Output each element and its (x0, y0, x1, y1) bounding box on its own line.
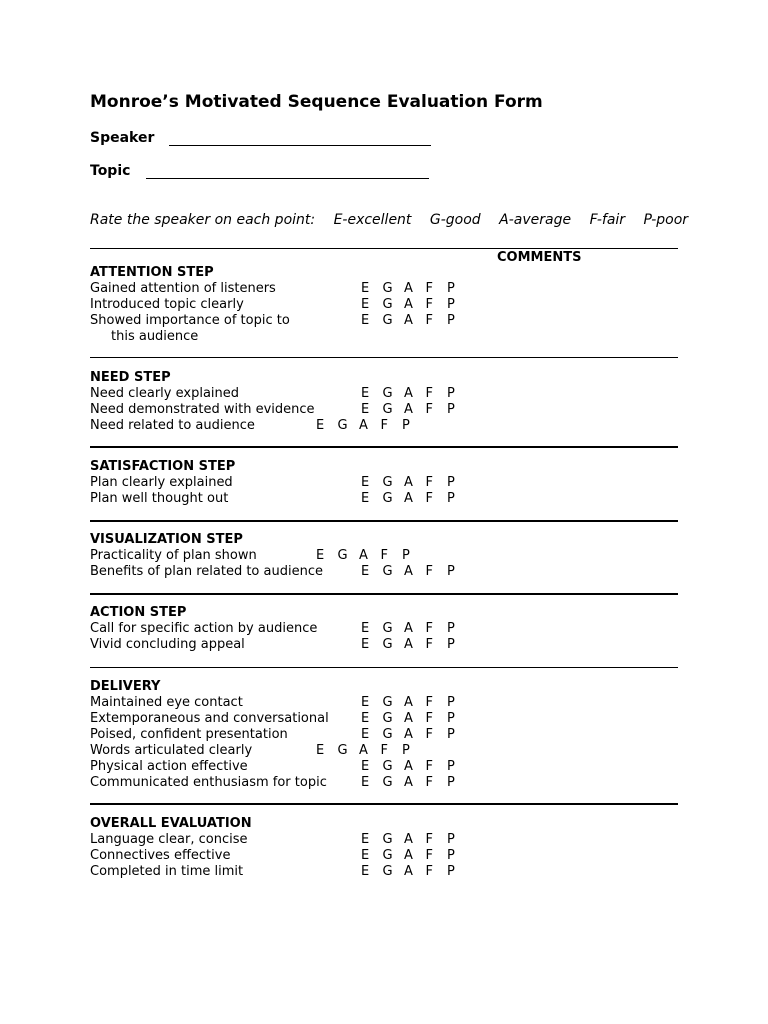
rating-option-g[interactable]: G (382, 775, 393, 790)
criterion-row (90, 637, 678, 653)
topic-label: Topic (90, 163, 131, 179)
header-divider (90, 248, 678, 249)
criterion-label: Connectives effective (90, 848, 231, 863)
criterion-label: Extemporaneous and conversational (90, 711, 329, 726)
rating-scale (361, 848, 469, 864)
rating-option-a[interactable]: A (404, 564, 413, 579)
legend-poor: P-poor (643, 212, 689, 228)
rating-option-e[interactable]: E (361, 727, 370, 742)
criterion-row (90, 475, 678, 491)
rating-option-e[interactable]: E (361, 759, 370, 774)
rating-option-a[interactable]: A (404, 402, 413, 417)
criterion-row (90, 759, 678, 775)
section-title: ACTION STEP (90, 605, 187, 620)
criterion-row (90, 386, 678, 402)
legend-good: G-good (429, 212, 481, 228)
criterion-row (90, 491, 678, 507)
rating-option-f[interactable]: F (425, 491, 433, 506)
rating-option-f[interactable]: F (425, 848, 433, 863)
criterion-label: Plan clearly explained (90, 475, 233, 490)
rating-option-e[interactable]: E (361, 637, 370, 652)
rating-option-a[interactable]: A (404, 637, 413, 652)
criterion-row (90, 313, 678, 329)
section-title: DELIVERY (90, 679, 161, 694)
rating-option-e[interactable]: E (361, 475, 370, 490)
rating-scale (361, 832, 469, 848)
rating-option-a[interactable]: A (404, 695, 413, 710)
rating-option-g[interactable]: G (382, 564, 393, 579)
rating-option-p[interactable]: P (447, 832, 455, 847)
rating-option-f[interactable]: F (425, 695, 433, 710)
rating-option-e[interactable]: E (316, 548, 325, 563)
rating-option-p[interactable]: P (402, 743, 410, 758)
rating-option-e[interactable]: E (316, 743, 325, 758)
rating-scale (361, 386, 469, 402)
criterion-label: Maintained eye contact (90, 695, 243, 710)
rating-option-p[interactable]: P (447, 864, 455, 879)
rating-option-g[interactable]: G (382, 402, 393, 417)
rating-option-p[interactable]: P (447, 759, 455, 774)
criterion-label: Physical action effective (90, 759, 248, 774)
rating-option-a[interactable]: A (404, 297, 413, 312)
rating-scale (361, 491, 469, 507)
rating-option-a[interactable]: A (404, 775, 413, 790)
legend-excellent: E-excellent (333, 212, 412, 228)
rating-option-g[interactable]: G (382, 386, 393, 401)
rating-option-e[interactable]: E (361, 402, 370, 417)
rating-option-p[interactable]: P (447, 386, 455, 401)
rating-option-f[interactable]: F (425, 475, 433, 490)
legend-average: A-average (499, 212, 572, 228)
rating-option-e[interactable]: E (361, 491, 370, 506)
topic-blank-line[interactable] (146, 178, 429, 179)
criterion-label-continuation: this audience (111, 329, 199, 344)
criterion-label: Showed importance of topic to (90, 313, 290, 328)
section-divider (90, 803, 678, 805)
criterion-label: Communicated enthusiasm for topic (90, 775, 327, 790)
criterion-row (90, 564, 678, 580)
rating-option-a[interactable]: A (404, 711, 413, 726)
comments-header: COMMENTS (497, 250, 582, 265)
page-title: Monroe’s Motivated Sequence Evaluation Form (90, 92, 543, 112)
rating-scale (361, 759, 469, 775)
rating-scale (361, 637, 469, 653)
criterion-label: Plan well thought out (90, 491, 229, 506)
rating-scale (361, 775, 469, 791)
criterion-label: Completed in time limit (90, 864, 244, 879)
rating-option-e[interactable]: E (316, 418, 325, 433)
legend-fair: F-fair (589, 212, 626, 228)
rating-option-g[interactable]: G (382, 621, 393, 636)
rating-option-e[interactable]: E (361, 297, 370, 312)
criterion-row (90, 743, 678, 759)
criterion-label: Language clear, concise (90, 832, 248, 847)
criterion-label: Need related to audience (90, 418, 255, 433)
section-visualization-step (90, 532, 678, 580)
criterion-row (90, 402, 678, 418)
section-title: OVERALL EVALUATION (90, 816, 252, 831)
criterion-row (90, 695, 678, 711)
rating-option-f[interactable]: F (425, 313, 433, 328)
criterion-row (90, 727, 678, 743)
section-divider (90, 593, 678, 595)
criterion-row (90, 281, 678, 297)
rating-option-a[interactable]: A (404, 281, 413, 296)
section-divider (90, 520, 678, 522)
legend-intro: Rate the speaker on each point: (90, 212, 316, 228)
rating-option-p[interactable]: P (447, 402, 455, 417)
rating-scale (361, 695, 469, 711)
rating-scale (361, 313, 469, 329)
speaker-label: Speaker (90, 130, 155, 146)
rating-option-p[interactable]: P (447, 711, 455, 726)
rating-option-f[interactable]: F (425, 637, 433, 652)
rating-scale (361, 475, 469, 491)
rating-option-g[interactable]: G (382, 848, 393, 863)
rating-option-g[interactable]: G (382, 727, 393, 742)
rating-option-p[interactable]: P (447, 475, 455, 490)
criterion-label: Words articulated clearly (90, 743, 253, 758)
rating-option-f[interactable]: F (425, 759, 433, 774)
section-title: NEED STEP (90, 370, 171, 385)
rating-option-e[interactable]: E (361, 386, 370, 401)
rating-option-f[interactable]: F (425, 281, 433, 296)
rating-option-a[interactable]: A (404, 759, 413, 774)
rating-scale (361, 727, 469, 743)
criterion-label: Gained attention of listeners (90, 281, 276, 296)
section-action-step (90, 605, 678, 653)
rating-option-p[interactable]: P (447, 848, 455, 863)
criterion-label: Need clearly explained (90, 386, 240, 401)
rating-option-g[interactable]: G (382, 832, 393, 847)
rating-option-p[interactable]: P (447, 564, 455, 579)
criterion-label: Call for specific action by audience (90, 621, 318, 636)
rating-option-p[interactable]: P (447, 695, 455, 710)
criterion-row (90, 775, 678, 791)
rating-option-a[interactable]: A (404, 848, 413, 863)
rating-option-g[interactable]: G (337, 743, 348, 758)
rating-option-g[interactable]: G (382, 695, 393, 710)
section-attention-step (90, 265, 678, 345)
rating-option-f[interactable]: F (425, 775, 433, 790)
rating-option-a[interactable]: A (404, 313, 413, 328)
rating-option-f[interactable]: F (380, 548, 388, 563)
rating-option-f[interactable]: F (425, 297, 433, 312)
section-satisfaction-step (90, 459, 678, 507)
rating-option-g[interactable]: G (382, 297, 393, 312)
criterion-row (90, 864, 678, 880)
rating-option-f[interactable]: F (380, 743, 388, 758)
rating-scale (361, 864, 469, 880)
rating-option-f[interactable]: F (425, 402, 433, 417)
rating-option-a[interactable]: A (404, 491, 413, 506)
rating-legend (90, 212, 688, 228)
criterion-row (90, 832, 678, 848)
rating-option-f[interactable]: F (425, 711, 433, 726)
criterion-row (90, 548, 678, 564)
rating-option-p[interactable]: P (447, 621, 455, 636)
criterion-label: Need demonstrated with evidence (90, 402, 315, 417)
rating-option-p[interactable]: P (447, 491, 455, 506)
rating-option-g[interactable]: G (382, 864, 393, 879)
rating-option-p[interactable]: P (447, 297, 455, 312)
rating-option-g[interactable]: G (382, 281, 393, 296)
section-title: VISUALIZATION STEP (90, 532, 243, 547)
rating-option-a[interactable]: A (404, 386, 413, 401)
rating-option-g[interactable]: G (382, 491, 393, 506)
criterion-label: Poised, confident presentation (90, 727, 288, 742)
rating-option-e[interactable]: E (361, 848, 370, 863)
rating-option-e[interactable]: E (361, 564, 370, 579)
section-title: SATISFACTION STEP (90, 459, 236, 474)
rating-scale (316, 548, 424, 564)
criterion-label: Benefits of plan related to audience (90, 564, 323, 579)
criterion-label: Introduced topic clearly (90, 297, 244, 312)
rating-option-p[interactable]: P (447, 637, 455, 652)
rating-option-f[interactable]: F (425, 564, 433, 579)
rating-option-e[interactable]: E (361, 711, 370, 726)
criterion-row (90, 418, 678, 434)
speaker-blank-line[interactable] (169, 145, 431, 146)
speaker-field[interactable] (90, 130, 154, 146)
rating-option-a[interactable]: A (359, 743, 368, 758)
section-need-step (90, 370, 678, 434)
rating-option-f[interactable]: F (380, 418, 388, 433)
rating-option-a[interactable]: A (359, 548, 368, 563)
criterion-row (90, 297, 678, 313)
rating-option-p[interactable]: P (447, 727, 455, 742)
criterion-row (90, 621, 678, 637)
rating-option-f[interactable]: F (425, 832, 433, 847)
criterion-row-continuation (90, 329, 678, 345)
rating-option-a[interactable]: A (404, 727, 413, 742)
section-delivery (90, 679, 678, 791)
rating-option-g[interactable]: G (382, 475, 393, 490)
section-divider (90, 357, 678, 358)
rating-scale (361, 621, 469, 637)
rating-scale (316, 743, 424, 759)
rating-scale (361, 281, 469, 297)
rating-scale (361, 564, 469, 580)
rating-option-e[interactable]: E (361, 621, 370, 636)
rating-option-f[interactable]: F (425, 386, 433, 401)
rating-option-p[interactable]: P (447, 775, 455, 790)
rating-scale (361, 402, 469, 418)
topic-field[interactable] (90, 163, 130, 179)
rating-option-g[interactable]: G (382, 759, 393, 774)
section-divider (90, 667, 678, 668)
rating-option-f[interactable]: F (425, 727, 433, 742)
rating-option-f[interactable]: F (425, 621, 433, 636)
rating-option-g[interactable]: G (382, 313, 393, 328)
criterion-row (90, 711, 678, 727)
rating-option-f[interactable]: F (425, 864, 433, 879)
rating-option-e[interactable]: E (361, 775, 370, 790)
section-overall-evaluation (90, 816, 678, 880)
section-divider (90, 446, 678, 448)
rating-scale (361, 711, 469, 727)
rating-option-a[interactable]: A (359, 418, 368, 433)
rating-option-a[interactable]: A (404, 621, 413, 636)
criterion-label: Vivid concluding appeal (90, 637, 245, 652)
rating-option-p[interactable]: P (402, 548, 410, 563)
rating-option-e[interactable]: E (361, 832, 370, 847)
section-title: ATTENTION STEP (90, 265, 214, 280)
rating-option-p[interactable]: P (447, 281, 455, 296)
rating-option-p[interactable]: P (402, 418, 410, 433)
rating-option-e[interactable]: E (361, 313, 370, 328)
rating-scale (316, 418, 424, 434)
rating-option-e[interactable]: E (361, 281, 370, 296)
rating-option-g[interactable]: G (382, 711, 393, 726)
rating-option-g[interactable]: G (337, 418, 348, 433)
rating-option-e[interactable]: E (361, 695, 370, 710)
rating-option-a[interactable]: A (404, 864, 413, 879)
rating-option-a[interactable]: A (404, 475, 413, 490)
rating-option-p[interactable]: P (447, 313, 455, 328)
rating-option-a[interactable]: A (404, 832, 413, 847)
criterion-row (90, 848, 678, 864)
criterion-label: Practicality of plan shown (90, 548, 257, 563)
rating-option-g[interactable]: G (382, 637, 393, 652)
rating-scale (361, 297, 469, 313)
rating-option-e[interactable]: E (361, 864, 370, 879)
rating-option-g[interactable]: G (337, 548, 348, 563)
